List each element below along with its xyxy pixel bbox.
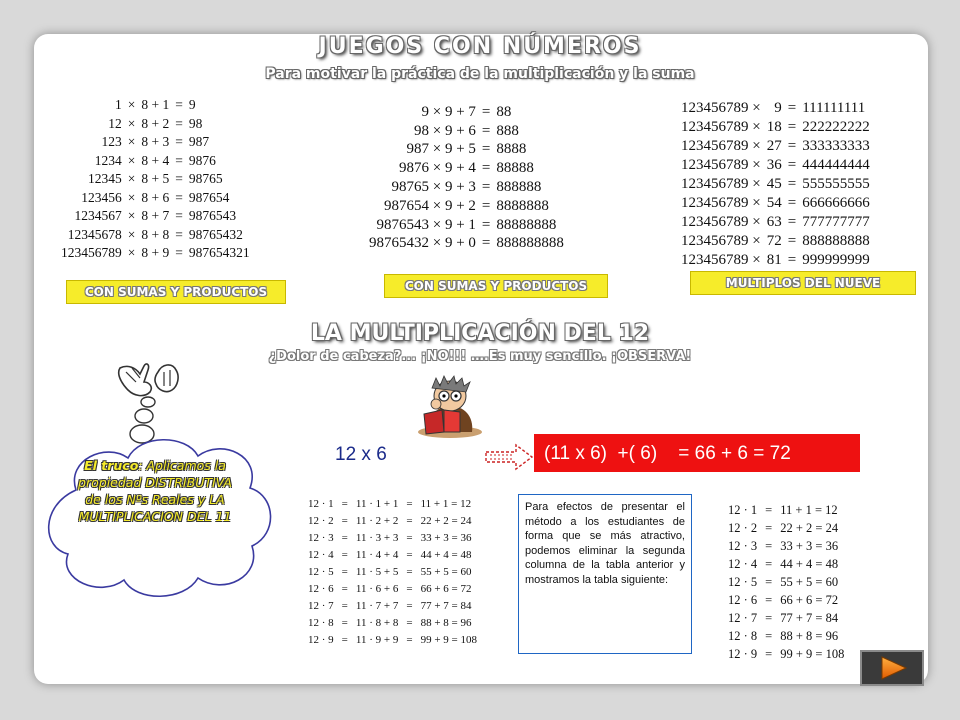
table5-row-cell: 66 + 6 = 72 [780,592,839,607]
table1-row-cell: 1234567 [74,208,122,224]
table1-row-cell: 9 [188,97,196,113]
table5-row-cell: = [765,628,773,643]
table5-row-cell: = [765,646,773,661]
table1-row-cell: = [175,208,183,224]
table1-row-cell: 12 [108,115,122,131]
table1-row [58,96,253,115]
table2-row-cell: = [481,179,491,196]
table3-row-cell: 54 [766,195,782,211]
table1-row-cell: × [127,134,136,150]
table1-row-cell: × [127,245,136,261]
table1-row-cell: 8 + 8 [141,226,170,242]
table3-row [678,99,873,118]
table4-row-cell: 12 · 5 [308,565,334,578]
table1-row-cell: 8 + 9 [141,245,170,261]
table5-row [724,501,848,519]
table1-row-cell: = [175,189,183,205]
table4-row-cell: 11 · 5 + 5 [355,565,399,578]
table2-row-cell: 888888 [496,179,542,196]
table4-row [304,597,481,614]
table2-row [366,141,567,160]
table3-row-cell: 555555555 [802,176,870,192]
table4-row-cell: = [341,531,348,544]
table5-row-cell: 12 · 5 [728,574,758,589]
table2-row-cell: 888 [496,122,519,139]
table1-row-cell: 123 [101,134,122,150]
table3-row-cell: 123456789 × [681,195,761,211]
table4-row-cell: 11 · 2 + 2 [355,514,399,527]
table4-row-cell: 55 + 5 = 60 [420,565,472,578]
table1-row-cell: 123456 [81,189,122,205]
table3-row-cell: = [787,100,797,116]
table3-row-cell: 123456789 × [681,233,761,249]
table4-row-cell: 11 · 9 + 9 [355,633,399,646]
table4-row [304,495,481,512]
table2-row-cell: 987 × 9 + 5 [406,141,476,158]
table5-row [724,627,848,645]
table5-row-cell: 44 + 4 = 48 [780,556,839,571]
table1-row-cell: 8 + 4 [141,152,170,168]
table1-row [58,226,253,245]
table1-label: CON SUMAS Y PRODUCTOS [66,280,286,304]
table4-row-cell: = [406,548,413,561]
table4-row-cell: = [406,531,413,544]
table1-row-cell: × [127,97,136,113]
table3-row-cell: = [787,233,797,249]
table1-row-cell: = [175,97,183,113]
table5-row [724,609,848,627]
table5-row-cell: 22 + 2 = 24 [780,520,839,535]
table1-row-cell: 9876543 [188,208,237,224]
table3-row-cell: = [787,176,797,192]
table3-row [678,137,873,156]
table2-row-cell: = [481,103,491,120]
table4-row-cell: 12 · 8 [308,616,334,629]
table5-row-cell: 12 · 9 [728,646,758,661]
table5-row-cell: = [765,592,773,607]
table4-row-cell: = [406,633,413,646]
table4-row-cell: 99 + 9 = 108 [420,633,477,646]
table5-row-cell: 12 · 2 [728,520,758,535]
table4-row [304,614,481,631]
table4-row-cell: = [406,497,413,510]
page-subtitle: Para motivar la práctica de la multiplicación y la suma [265,66,695,82]
table3-row [678,232,873,251]
table3-row [678,251,873,270]
table4-row-cell: 11 + 1 = 12 [420,497,472,510]
table2-row-cell: = [481,122,491,139]
table3-row-cell: = [787,214,797,230]
table3-row-cell: 123456789 × [681,157,761,173]
table1-row-cell: 98765 [188,171,223,187]
table5-row-cell: = [765,556,773,571]
table4-row-cell: 12 · 4 [308,548,334,561]
sums-products-table-1 [58,96,253,263]
table4-row-cell: 12 · 6 [308,582,334,595]
table2-label: CON SUMAS Y PRODUCTOS [384,274,608,298]
table4-row [304,546,481,563]
table1-row-cell: 8 + 1 [141,97,170,113]
table5-row-cell: = [765,520,773,535]
table3-row-cell: 777777777 [802,214,870,230]
table2-row-cell: 88 [496,103,512,120]
table1-row-cell: = [175,152,183,168]
table1-row-cell: 98 [188,115,203,131]
table1-row-cell: 8 + 2 [141,115,170,131]
table2-row [366,197,567,216]
table4-row-cell: = [406,565,413,578]
table2-row [366,235,567,254]
table2-row-cell: 8888 [496,141,527,158]
table3-row-cell: 999999999 [802,252,870,268]
table1-row-cell: × [127,171,136,187]
table4-row-cell: = [406,582,413,595]
table4-row-cell: = [341,497,348,510]
table3-row-cell: 123456789 × [681,119,761,135]
table3-row-cell: 18 [766,119,782,135]
table4-row [304,631,481,648]
table5-row-cell: = [765,574,773,589]
table3-row-cell: 123456789 × [681,176,761,192]
table5-row-cell: 12 · 3 [728,538,758,553]
table3-row-cell: = [787,195,797,211]
table4-row-cell: 11 · 4 + 4 [355,548,399,561]
table1-row-cell: 987 [188,134,210,150]
table4-row-cell: = [406,599,413,612]
table1-row-cell: = [175,226,183,242]
table2-row-cell: = [481,160,491,177]
table5-row [724,573,848,591]
table1-row-cell: 9876 [188,152,216,168]
table3-row-cell: 123456789 × [681,100,761,116]
table4-row [304,580,481,597]
table4-row-cell: 77 + 7 = 84 [420,599,472,612]
table1-row [58,152,253,171]
table4-row-cell: 11 · 7 + 7 [355,599,399,612]
table5-row-cell: 12 · 8 [728,628,758,643]
table2-row-cell: 888888888 [496,235,564,252]
table5-row [724,591,848,609]
table4-row [304,529,481,546]
table4-row-cell: 66 + 6 = 72 [420,582,472,595]
section-subtitle: ¿Dolor de cabeza?... ¡NO!!! ….Es muy sencillo. ¡OBSERVA! [268,349,692,364]
table2-row-cell: = [481,235,491,252]
table5-row-cell: 12 · 6 [728,592,758,607]
table4-row-cell: = [341,565,348,578]
table3-row-cell: 45 [766,176,782,192]
table5-row [724,519,848,537]
table1-row-cell: = [175,245,183,261]
table3-row-cell: 888888888 [802,233,870,249]
table4-row-cell: 12 · 1 [308,497,334,510]
explanation-note: Para efectos de presentar el método a los estudiantes de forma que se más atractivo, podemos eliminar la segunda columna de la tabla anterior y mostramos la tabla siguiente: [518,494,692,654]
section-title: LA MULTIPLICACIÓN DEL 12 [310,321,650,346]
table5-row-cell: = [765,538,773,553]
table3-row-cell: 123456789 × [681,252,761,268]
table4-row-cell: 33 + 3 = 36 [420,531,472,544]
table4-row-cell: 12 · 2 [308,514,334,527]
table3-row-cell: 111111111 [802,100,866,116]
table2-row-cell: 9 × 9 + 7 [421,103,476,120]
puzzled-reader-icon [408,374,492,438]
table4-row-cell: 22 + 2 = 24 [420,514,472,527]
table4-row-cell: 88 + 8 = 96 [420,616,472,629]
table5-row-cell: = [765,610,773,625]
table5-row-cell: 88 + 8 = 96 [780,628,839,643]
table2-row-cell: = [481,197,491,214]
table5-row-cell: 77 + 7 = 84 [780,610,839,625]
table3-row [678,156,873,175]
table5-row-cell: 55 + 5 = 60 [780,574,839,589]
table4-row-cell: = [341,599,348,612]
table3-row-cell: 123456789 × [681,138,761,154]
table5-row-cell: 12 · 1 [728,502,758,517]
table1-row-cell: × [127,189,136,205]
table3-row-cell: = [787,252,797,268]
cloud-body: : Aplicamos la propiedad DISTRIBUTIVA de los Nºs Reales y LA MULTIPLICACION DEL 11 [78,458,232,524]
table3-row-cell: = [787,119,797,135]
multiples-of-nine-table [678,99,873,270]
table2-row-cell: 88888 [496,160,534,177]
table2-row-cell: = [481,141,491,158]
page-title: JUEGOS CON NÚMEROS [318,34,642,59]
table1-row-cell: = [175,115,183,131]
table2-row-cell: 98 × 9 + 6 [414,122,476,139]
table4-row [304,512,481,529]
table1-row-cell: 987654 [188,189,230,205]
twelve-distributive-table [304,495,481,648]
table5-row [724,555,848,573]
table1-row-cell: × [127,226,136,242]
table3-row-cell: 333333333 [802,138,870,154]
cloud-text [72,457,238,525]
table4-row-cell: 11 · 1 + 1 [355,497,399,510]
table1-row-cell: 8 + 7 [141,208,170,224]
table2-row [366,103,567,122]
table2-row-cell: 98765432 × 9 + 0 [369,235,476,252]
table3-row-cell: 72 [766,233,782,249]
table4-row-cell: 12 · 7 [308,599,334,612]
table3-row-cell: 123456789 × [681,214,761,230]
table1-row [58,207,253,226]
table3-row [678,213,873,232]
table1-row-cell: 8 + 6 [141,189,170,205]
table1-row-cell: 98765432 [188,226,243,242]
table4-row-cell: 12 · 3 [308,531,334,544]
table1-row-cell: 987654321 [188,245,250,261]
table1-row-cell: = [175,171,183,187]
table2-row [366,122,567,141]
table4-row-cell: = [341,616,348,629]
table4-row-cell: 44 + 4 = 48 [420,548,472,561]
table5-row [724,537,848,555]
twelve-simplified-table [724,501,848,663]
table5-row-cell: = [765,502,773,517]
table5-row-cell: 33 + 3 = 36 [780,538,839,553]
table1-row-cell: 1234 [94,152,122,168]
table3-row-cell: 666666666 [802,195,870,211]
table2-row-cell: 987654 × 9 + 2 [384,197,476,214]
table1-row [58,170,253,189]
table3-row-cell: 63 [766,214,782,230]
table4-row-cell: = [341,514,348,527]
table1-row [58,244,253,263]
table5-row-cell: 11 + 1 = 12 [780,502,838,517]
table1-row-cell: × [127,152,136,168]
table3-row [678,118,873,137]
expression-12x6: 12 x 6 [335,444,387,465]
table1-row [58,189,253,208]
table4-row-cell: = [341,633,348,646]
table3-label: MULTIPLOS DEL NUEVE [690,271,916,295]
table1-row-cell: 8 + 3 [141,134,170,150]
table4-row-cell: 11 · 6 + 6 [355,582,399,595]
table2-row-cell: 8888888 [496,197,549,214]
table2-row-cell: 88888888 [496,216,557,233]
table3-row-cell: 222222222 [802,119,870,135]
next-slide-button[interactable] [860,650,924,686]
table4-row-cell: 12 · 9 [308,633,334,646]
table1-row [58,133,253,152]
sums-products-table-2 [366,103,567,253]
table4-row-cell: = [341,582,348,595]
table5-row-cell: 12 · 4 [728,556,758,571]
table4-row-cell: = [341,548,348,561]
table3-row-cell: 36 [766,157,782,173]
table3-row [678,175,873,194]
arrow-right-icon [484,442,536,472]
table1-row-cell: 12345 [88,171,122,187]
table4-row [304,563,481,580]
table3-row-cell: 444444444 [802,157,870,173]
table3-row-cell: = [787,138,797,154]
result-box: (11 x 6) +( 6) = 66 + 6 = 72 [534,434,860,472]
table3-row-cell: 27 [766,138,782,154]
table2-row [366,159,567,178]
table4-row-cell: = [406,616,413,629]
table1-row-cell: = [175,134,183,150]
table3-row [678,194,873,213]
table1-row-cell: 8 + 5 [141,171,170,187]
table2-row-cell: = [481,216,491,233]
table1-row-cell: 123456789 [61,245,122,261]
table2-row-cell: 98765 × 9 + 3 [391,179,476,196]
table2-row-cell: 9876 × 9 + 4 [399,160,476,177]
table3-row-cell: 9 [774,100,782,116]
table1-row-cell: 12345678 [67,226,122,242]
table1-row-cell: × [127,208,136,224]
table2-row-cell: 9876543 × 9 + 1 [376,216,476,233]
table4-row-cell: 11 · 3 + 3 [355,531,399,544]
table3-row-cell: = [787,157,797,173]
table1-row-cell: × [127,115,136,131]
table5-row [724,645,848,663]
table3-row-cell: 81 [766,252,782,268]
table4-row-cell: = [406,514,413,527]
table1-row [58,115,253,134]
table5-row-cell: 99 + 9 = 108 [780,646,845,661]
table1-row-cell: 1 [115,97,122,113]
cloud-lead: El truco [84,458,139,473]
table4-row-cell: 11 · 8 + 8 [355,616,399,629]
table2-row [366,178,567,197]
play-next-icon [862,652,922,684]
table2-row [366,216,567,235]
table5-row-cell: 12 · 7 [728,610,758,625]
